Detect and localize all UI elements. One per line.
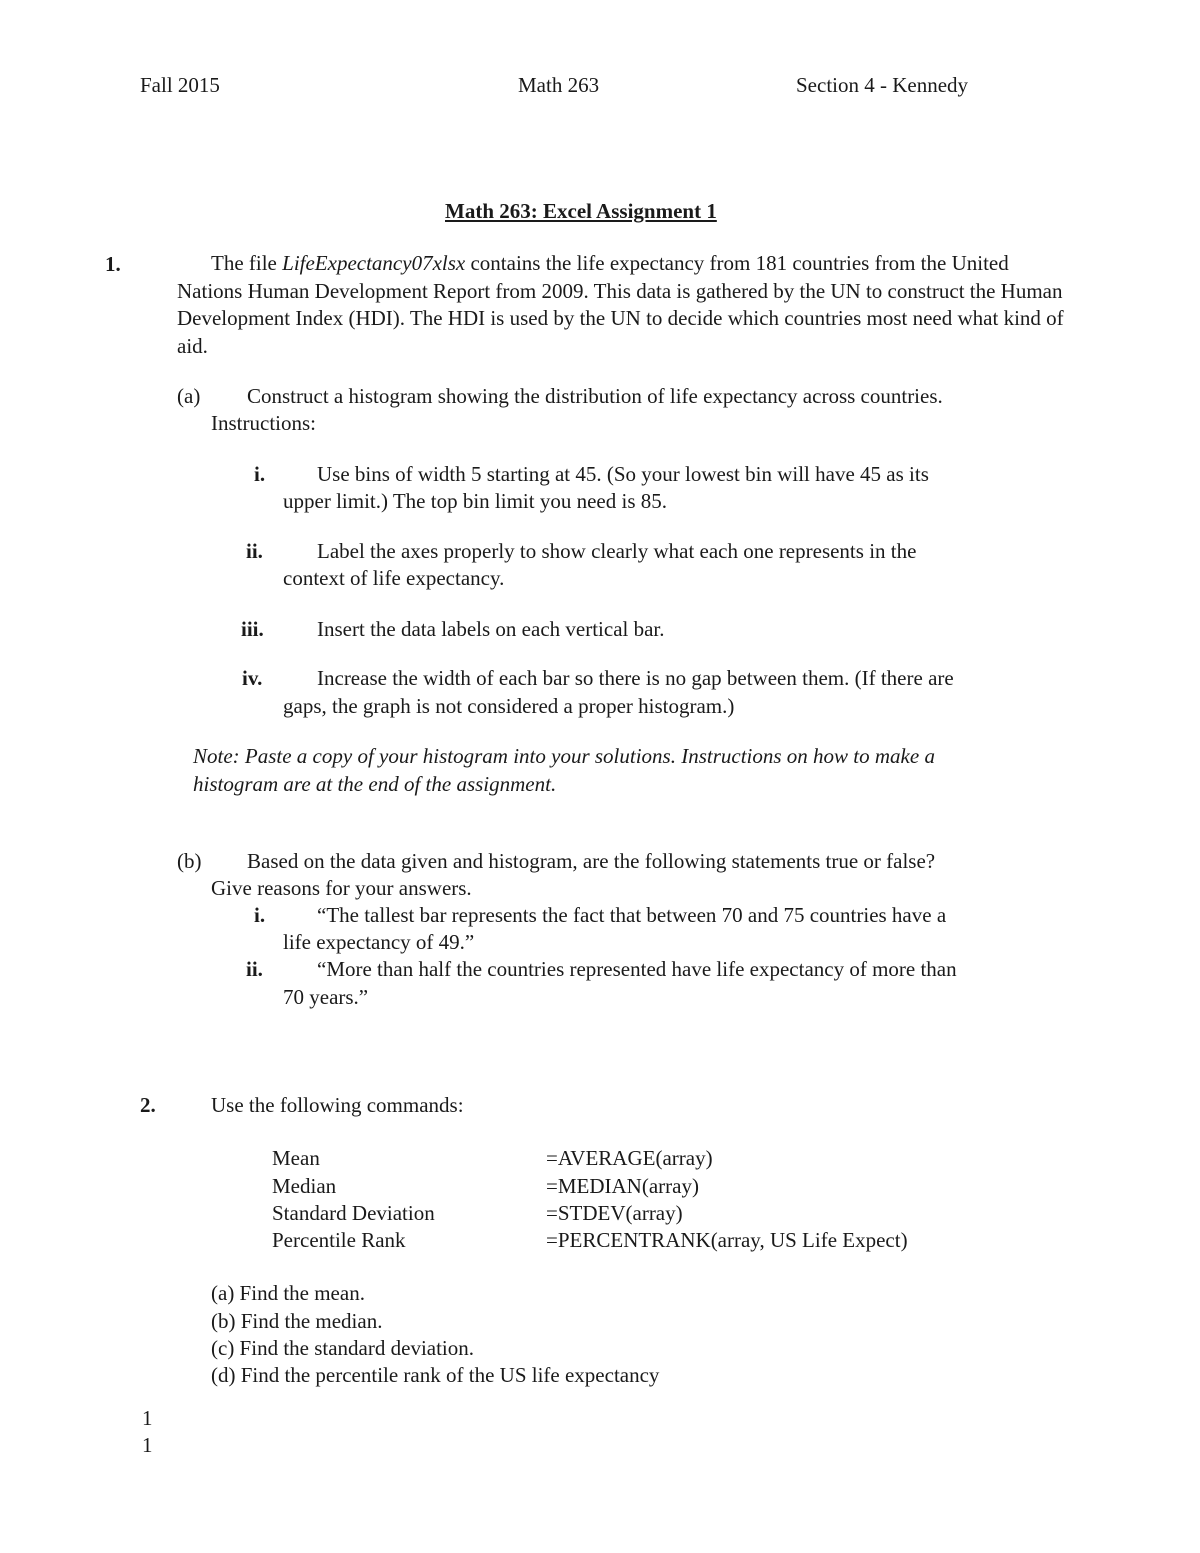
item-a-iii-label: iii. <box>241 617 264 641</box>
item-a-iii-line1: Insert the data labels on each vertical bar. <box>317 617 665 641</box>
file-name: LifeExpectancy07xlsx <box>282 251 466 275</box>
question-1-intro <box>177 250 1072 360</box>
item-a-i-label: i. <box>254 462 266 486</box>
assignment-title: Math 263: Excel Assignment 1 <box>445 199 717 223</box>
part-b-text: Based on the data given and histogram, are the following statements true or false? <box>247 849 936 873</box>
part-a-instructions: Instructions: <box>211 411 316 435</box>
intro-text-start: The file <box>211 251 283 275</box>
question-2-number: 2. <box>140 1093 156 1117</box>
item-b-ii-label: ii. <box>246 957 263 981</box>
question-1-number: 1. <box>105 252 121 276</box>
part-b-text-2: Give reasons for your answers. <box>211 876 472 900</box>
item-a-ii-line2: context of life expectancy. <box>283 566 505 590</box>
q2-part-d: (d) Find the percentile rank of the US life expectancy <box>211 1363 660 1387</box>
note-line-1: Note: Paste a copy of your histogram into your solutions. Instructions on how to make a <box>193 744 935 768</box>
item-b-ii-line2: 70 years.” <box>283 985 369 1009</box>
command-name-median: Median <box>272 1174 337 1198</box>
item-b-i-line1: “The tallest bar represents the fact that between 70 and 75 countries have a <box>317 903 947 927</box>
intro-text-end: contains the life expectancy from 181 countries from the United Nations Human Development Report from 2009. This data is gathered by the UN to construct the Human Development Index (HDI). The HDI is used by the UN to decide which countries most need what kind of aid. <box>177 251 1064 358</box>
command-name-mean: Mean <box>272 1146 320 1170</box>
item-a-iv-line1: Increase the width of each bar so there is no gap between them. (If there are <box>317 666 954 690</box>
question-2-intro: Use the following commands: <box>211 1093 464 1117</box>
page-number-2: 1 <box>142 1433 153 1457</box>
item-a-ii-line1: Label the axes properly to show clearly what each one represents in the <box>317 539 917 563</box>
item-a-ii-label: ii. <box>246 539 263 563</box>
command-formula-percentile: =PERCENTRANK(array, US Life Expect) <box>546 1228 908 1252</box>
command-formula-stdev: =STDEV(array) <box>546 1201 683 1225</box>
header-semester: Fall 2015 <box>140 73 220 97</box>
command-name-stdev: Standard Deviation <box>272 1201 435 1225</box>
item-a-iv-line2: gaps, the graph is not considered a proper histogram.) <box>283 694 735 718</box>
header-section: Section 4 - Kennedy <box>796 73 969 97</box>
part-b-label: (b) <box>177 849 202 873</box>
command-name-percentile: Percentile Rank <box>272 1228 406 1252</box>
item-a-i-line1: Use bins of width 5 starting at 45. (So your lowest bin will have 45 as its <box>317 462 929 486</box>
header-course: Math 263 <box>518 73 600 97</box>
note-line-2: histogram are at the end of the assignment. <box>193 772 557 796</box>
item-a-iv-label: iv. <box>242 666 263 690</box>
item-b-ii-line1: “More than half the countries represented have life expectancy of more than <box>317 957 957 981</box>
command-formula-median: =MEDIAN(array) <box>546 1174 699 1198</box>
part-a-text: Construct a histogram showing the distribution of life expectancy across countries. <box>247 384 943 408</box>
item-b-i-line2: life expectancy of 49.” <box>283 930 475 954</box>
command-formula-mean: =AVERAGE(array) <box>546 1146 713 1170</box>
item-a-i-line2: upper limit.) The top bin limit you need is 85. <box>283 489 667 513</box>
part-a-label: (a) <box>177 384 201 408</box>
q2-part-c: (c) Find the standard deviation. <box>211 1336 475 1360</box>
page-number: 1 <box>142 1406 153 1430</box>
q2-part-b: (b) Find the median. <box>211 1309 383 1333</box>
item-b-i-label: i. <box>254 903 266 927</box>
q2-part-a: (a) Find the mean. <box>211 1281 365 1305</box>
